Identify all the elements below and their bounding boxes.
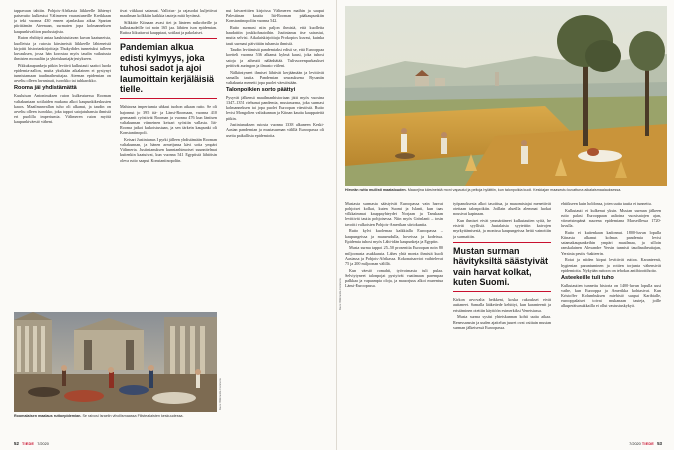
paragraph: Nälkiintyneet ihmiset lähtivät kerjäämään ja levittivät samalla tautia. Pandemian seurauksena Bysantin valtakunta menetti jopa puolet väestöstään. <box>226 69 324 85</box>
paragraph: Rutto surmasi niin paljon ihmisiä, että kuolleita haudattiin joukkohautoihin. Justinianus itse sairastui, mutta selvisi. Aikalaiskirjoittaja Prokopios kuvasi, kuinka tauti surmasi päivittäin tuhansia ihmisiä. <box>226 25 324 46</box>
caption-lead: Roomalaisen maalaus ruttoepidemian. <box>14 414 82 418</box>
magazine-name: TIEDE <box>641 442 655 446</box>
painting-illustration <box>14 312 217 412</box>
photo-credit: Kuva: Wikimedia Commons <box>219 378 222 410</box>
paragraph: Kirkon arvovalta heikkeni, koska rukoukset eivät auttaneet. Samalla lääketiede kehittyi, kun karanteenit ja eristäminen otettiin käyttöön esimerkiksi Venetsiassa. <box>453 297 551 313</box>
paragraph: tivat viikkaat satamat. Vallotus- ja rajasodat kuljettivat maailman kolkkiin kaikkia tauteja mitä hyvänsä. <box>120 8 217 19</box>
right-column-3 <box>561 201 661 425</box>
paragraph: Musta surma tappoi 25–50 prosenttia Euroopan noin 80 miljoonasta asukkaasta. Lähes yhtä monta ihmistä kuoli Aasiassa ja Pohjois-Afrikassa. Kokonaisarviot vaihtelevat 75 ja 200 miljoonan välillä. <box>345 245 443 266</box>
paragraph: Kun ihmiset eivät ymmärtäneet kulkutautien syitä, he etsivät syyllisiä. Juutalaisia syytettiin kaivojen myrkyttämisestä, ja monissa kaupungeissa heitä vainottiin ja surmattiin. <box>453 218 551 239</box>
landscape-illustration <box>345 6 667 186</box>
left-column-1 <box>14 8 111 308</box>
paragraph: nut laivareittien kirjoissa Välimeren maihin ja saapui Palestiinan kautta Itä-Rooman pääkaupunkiin Konstantinopoliin vuonna 542. <box>226 8 324 24</box>
paragraph: Kuuluisan Antoninuksen ruton kulkeutuessa Rooman valtakuntaan sotilaiden mukana alkoi kaupunkikeskusten kaaos. Maailmanvallan tuho oli alkanut, ja taudin on arveltu olleen isorokko, joka tappoi satojatuhansia ihmisiä eri puolilla imperiumia. Välimeren ruton myötä kaupunkiväestö väheni. <box>14 93 111 125</box>
paragraph: Silkkitie Kiinaan avasi tiet ja länteen mikrobeille ja kulkutaudeille toi noin 165 jaa. lähtien ison epidemian. Ruttoa liikuttavat kauppiaat, sotilaat ja pakolaiset. <box>120 19 217 36</box>
right-column-2 <box>453 201 551 425</box>
caption-lead: Hirveän rutto mullisti maatalouden. <box>345 188 407 192</box>
page-number: 52 <box>14 441 19 446</box>
subheading: Rooma jäi yhdistämättä <box>14 85 77 92</box>
issue-number: 7/2020 <box>629 442 641 446</box>
right-column-1 <box>345 201 443 425</box>
image-caption <box>345 188 667 193</box>
plague-painting-image <box>14 312 217 412</box>
left-column-3 <box>226 8 324 428</box>
paragraph: Kulkutauti ei kulkenut yksin. Mustan surman jälkeen rutto palasi Eurooppaan aaltoina vuosisatojen ajan, viimeisimpänä suurena epidemiana Marseillessa 1720-luvulla. <box>561 207 661 229</box>
paragraph: Mahtavaa imperiumia uhkasi tuohon aikaan rutto. Se oli hajonnut jo 395 itä- ja Länsi-Roomaan, vuonna 410 germaanit ryöstivät Rooman ja vuonna 476 kun läntisen valtakunnan viimeinen keisari syöstiin vallasta. Itä-Rooma jatkoi kukoistustaan, ja sen tärkein kaupunki oli Konstantinopoli. <box>120 104 217 136</box>
paragraph: ehtiikseen kuin holdonsa, joten uutta tautia ei tunnettu. <box>561 201 652 206</box>
issue-number: 7/2020 <box>37 442 49 446</box>
photo-credit: Kuva: Wikimedia Commons <box>339 278 342 310</box>
paragraph: työpanoksesta alkoi tasoittua, ja maaomistajat menettivät otettaan talonpoikiin. Joillain alueilla alemmat luokat nousivat kapinaan. <box>453 201 551 217</box>
paragraph: tappavaan tahtiin. Pohjois-Afrikasta liikkeelle lähtenyt paiserutto kulkeutui Välimeren vaurastuneille Kreikkaan ja teki vuonna 430 ennen ajanlaskua aikaa Spartan piirittämän Ateenaan, surmaten jopa kolmanneksen kaupunkivaltion puolustajista. <box>14 8 111 34</box>
paragraph: Musta surma sysäsi yhteiskunnan kohti uutta aikaa. Renessanssin ja uuden ajattelun juuret ovat osittain mustan surman jälkeisessä Euroopassa. <box>453 314 551 330</box>
caption-text: Se raivosi Israelin vihollismaassa Filistealaisten keskuudessa. <box>82 414 184 418</box>
subheading: Talonpoikien sorto päättyi <box>226 86 296 93</box>
harvest-painting-image <box>345 6 667 186</box>
pull-quote: Mustan surman hävityksiltä säästyivät vain harvat kolkat, kuten Suomi. <box>453 242 551 293</box>
image-caption <box>14 414 219 419</box>
paragraph: Ruton ehdittyä antaa kauhistuttavan kuvan kaatuneista, kuolleista ja rutosta kärsineistä liikkeelle lähteneistä kirjoitti historiankirjoittaja Thukydides tunnetuksi tulleen kuvauksen, jossa hän korostaa myös taudin vaikutusta ihmisten moraaliin ja yhteiskuntajärjestykseen. <box>14 35 111 61</box>
page-footer <box>629 441 664 446</box>
magazine-name: TIEDE <box>21 442 35 446</box>
left-column-2 <box>120 8 217 288</box>
pull-quote: Pandemian alkua edisti kylmyys, joka tuhosi sadot ja ajoi laumoittain kerjäläisiä tielle. <box>120 38 217 99</box>
page-footer <box>14 441 49 446</box>
paragraph: Justinianuksen rutosta vuonna 1338 alkaneen Keski-Aasian pandemian ja mustasurman välillä Euroopassa oli useita paikallisia epidemioita. <box>226 122 324 138</box>
page-number: 53 <box>657 441 662 446</box>
paragraph: Mustasta surmasta säästyivät Euroopassa vain harvat pohjoiset kolkat, kuten Suomi ja Islanti, kun taas vilkkaimmat kauppayhteydet Norjaan ja Tanskaan levittivät tautia pohjoisessa. Niin myös Grönlanti – tosin tavoitti valkoisten Pohjois-Amerikan siirtokuntia. <box>345 201 443 227</box>
paragraph: Kun väestö romahti, työvoimasta tuli pulaa. Selviytyneet talonpojat pystyivät vaatimaan parempaa palkkaa ja vapaampia oloja, ja maaorjuus alkoi murentua Länsi-Euroopassa. <box>345 267 443 289</box>
paragraph: Taudin leviämistä pandemiaksi edisti se, että Eurooppaa koetteli vuonna 536 alkanut kylmä kausi, joka tuhosi satoja ja aiheutti nälänhätää. Tulivuorenpurkaukset peittivät auringon ja ilmasto viileni. <box>226 47 324 68</box>
paragraph: Keisari Justinianus I pyrki jälleen yhdistämään Rooman valtakunnan, ja hänen armeijansa kävi sotia ympäri Välimerta. Justinianuksen kunnianhimoiset suunnitelmat kuitenkin kaatuivat, kun vuonna 541 Egyptistä lähtöisin oleva rutto saapui Konstantinopoliin. <box>120 136 217 163</box>
paragraph: Pikkukaupunkeja pitkin leviävä kulkutauti saattoi luoda epidemia-aallon, mutta yksikään aikalainen ei pystynyt tunnistamaan taudinaiheuttajaa. Ateenan epidemian on arveltu olleen lavantauti, isorokko tai tuhkarokko. <box>14 62 111 84</box>
paragraph: Rotat ja niiden kirput levittivät ruttoa. Karanteenit, hygienian parantuminen ja rottien torjunta vähensivät epidemioita. Nykyään ruttoon on tehokas antibioottihoito. <box>561 257 661 273</box>
right-page <box>337 0 674 450</box>
paragraph: Rutto kylvi kuolemaa kaikkialla Euroopassa – kaupungeissa ja maaseudulla, hoveissa ja kodeissa. Epidemia tuhosi myös Lähi-idän kaupunkeja ja Egyptin. <box>345 228 443 244</box>
subheading: Asteekeille tuli tuho <box>561 274 614 281</box>
paragraph: Pysyvät jälkensä maailmanhistoriaan jätti myös vuosina 1347–1351 riehunut pandemia, mustasurma, joka surmasi kolmanneksen tai jopa puolet Euroopan väestöstä. Rutto levisi Mongolien valtakunnan ja Kiinan kautta kauppateitä pitkin. <box>226 94 324 121</box>
caption-text: Maaorjina kärsineistä moni vapautui ja peltoja hylättiin, kun talonpoikia kuoli. Keskiajan maaseutu kuvattuna aikalaismaalauksessa. <box>407 188 622 192</box>
paragraph: Rutto ei kuitenkaan kadonnut. 1800-luvun lopulla Kiinasta alkanut kolmas pandemia levisi satamakaupunkeihin ympäri maailmaa, ja silloin ranskalainen Alexandre Yersin tunnisti taudinaiheuttajan, Yersinia pestis -bakteerin. <box>561 229 661 256</box>
paragraph: Kulkutautien tunnettu historia on 1400-luvun lopulla uusi vaihe, kun Eurooppa ja Amerikka kohtasivat. Kun Kristoffer Kolumbuksen miehistö saapui Karibialle, eurooppalaiset toivat mukanaan tauteja, joille alkuperäisasukkailla ei ollut vastustuskykyä. <box>561 282 661 309</box>
